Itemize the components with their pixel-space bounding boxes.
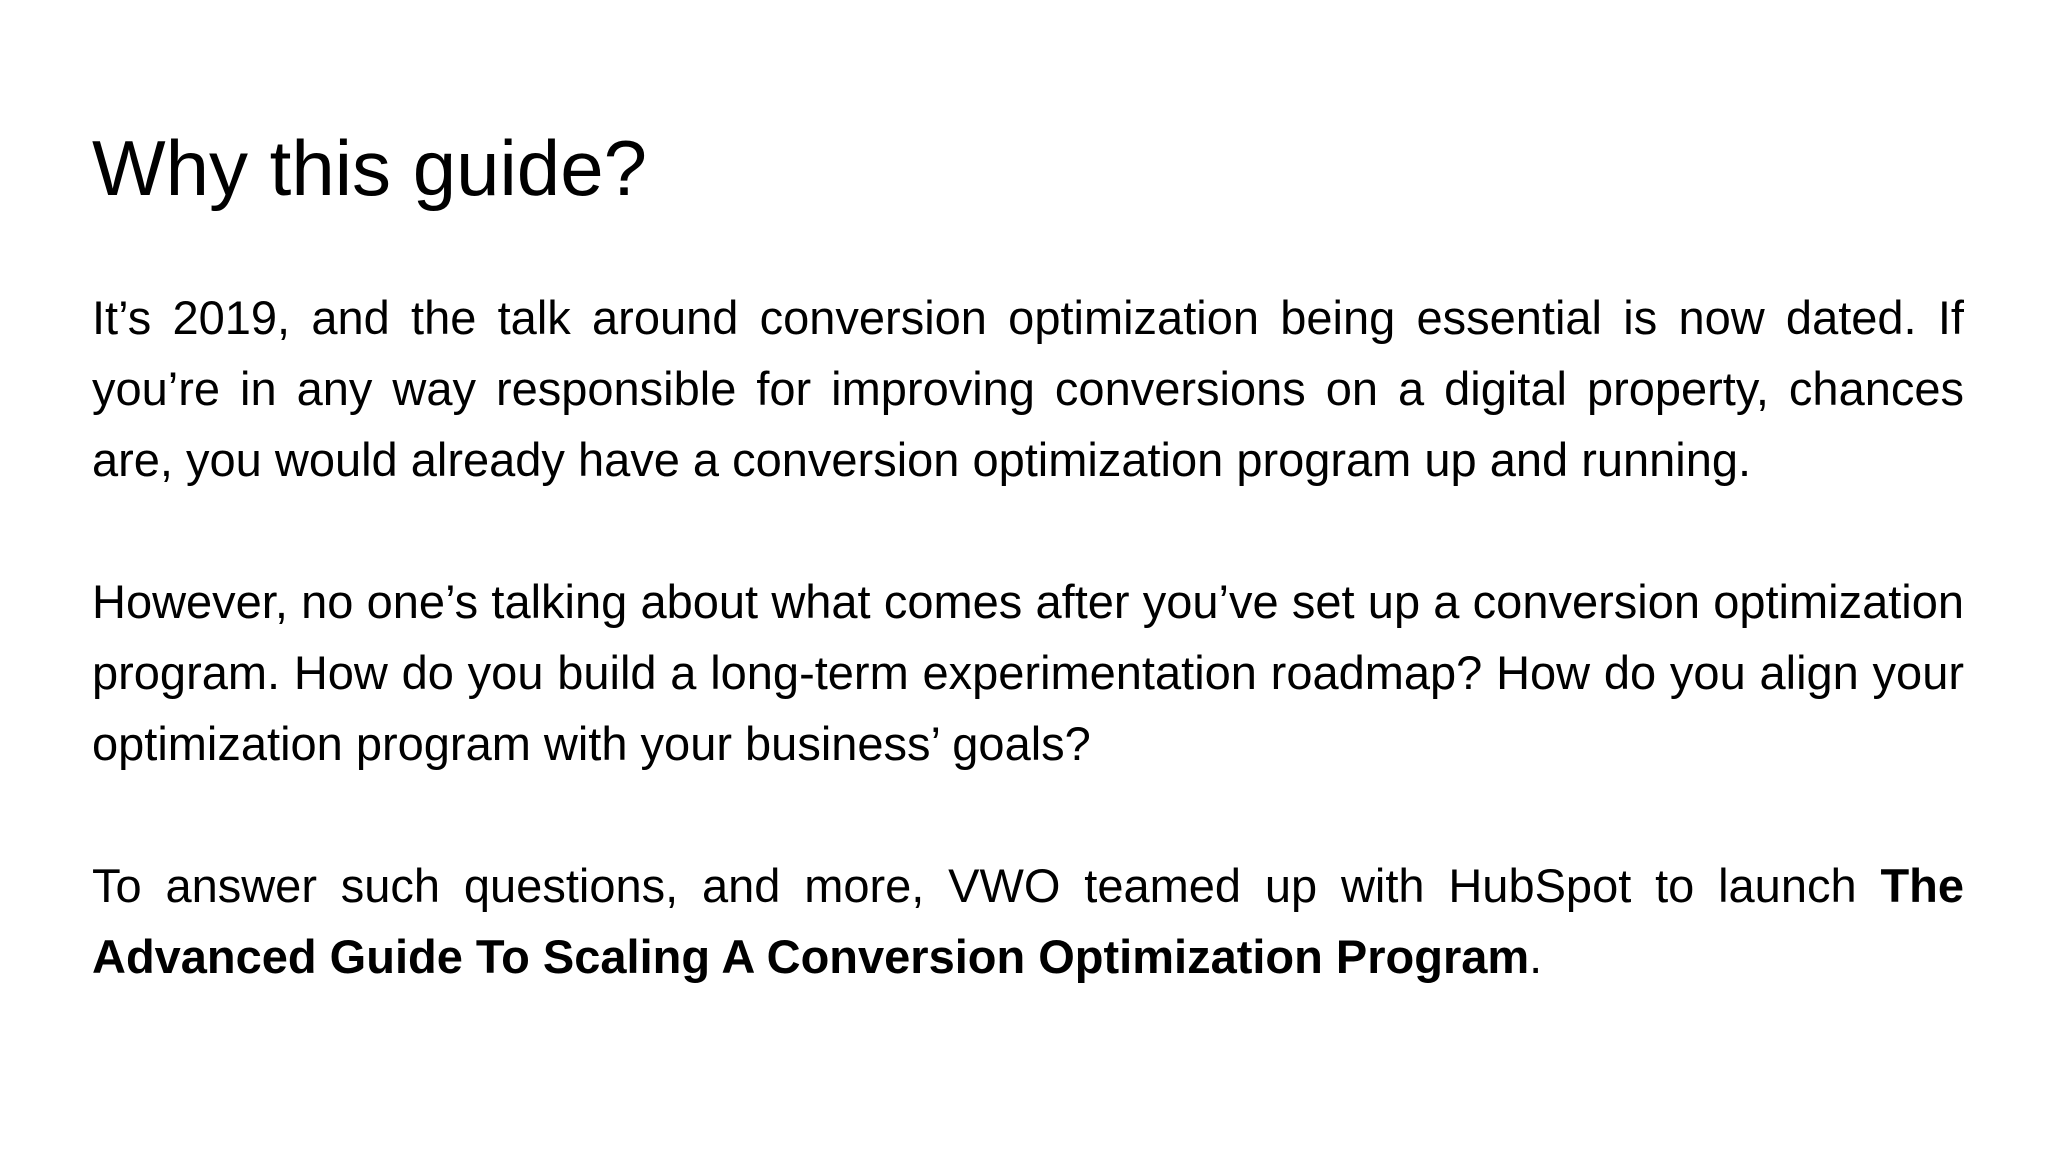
- paragraph-intro: It’s 2019, and the talk around conversion optimization being essential is now dated. If you’re in any way responsible for improving conversions on a digital property, chances are, you would already have a conversion optimization program up and running.: [92, 291, 1964, 486]
- page-title: Why this guide?: [92, 124, 647, 212]
- closing-period: .: [1529, 930, 1543, 983]
- document-page: [92, 118, 1964, 992]
- closing-lead-text: To answer such questions, and more, VWO teamed up with HubSpot to launch: [92, 859, 1857, 912]
- guide-title: The Advanced Guide To Scaling A Conversion Optimization Program: [92, 859, 1964, 983]
- paragraph-closing: [92, 850, 1964, 992]
- paragraph-questions: However, no one’s talking about what comes after you’ve set up a conversion optimization program. How do you build a long-term experimentation roadmap? How do you align your optimization program with your business’ goals?: [92, 575, 1964, 770]
